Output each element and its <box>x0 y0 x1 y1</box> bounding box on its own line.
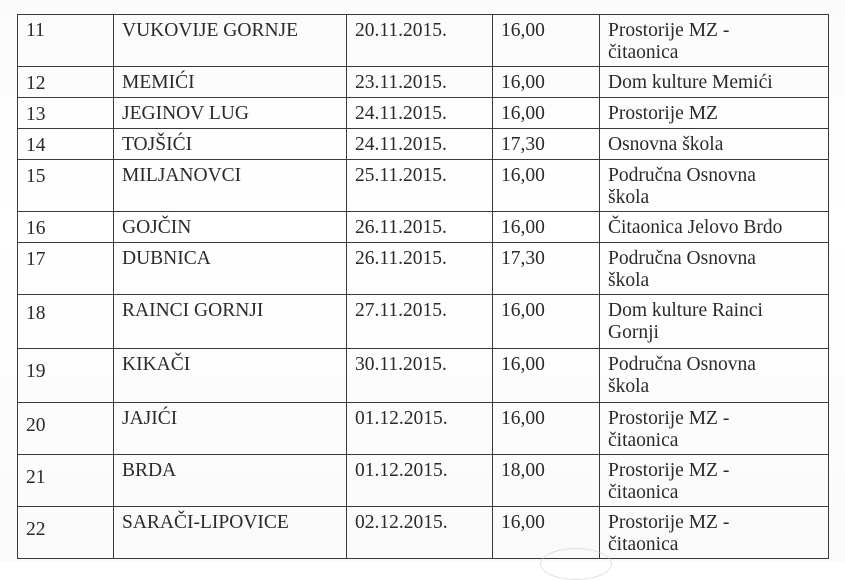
meeting-date: 02.12.2015. <box>347 507 493 559</box>
row-number: 15 <box>18 160 114 212</box>
meeting-date: 26.11.2015. <box>347 243 493 295</box>
table-row <box>18 98 829 129</box>
table-row <box>18 455 829 507</box>
meeting-date: 01.12.2015. <box>347 455 493 507</box>
meeting-location: Područna Osnovna škola <box>600 349 829 403</box>
meeting-time: 16,00 <box>493 295 600 349</box>
meeting-date: 24.11.2015. <box>347 98 493 129</box>
place-name: SARAČI-LIPOVICE <box>114 507 347 559</box>
row-number: 12 <box>18 67 114 98</box>
meeting-location: Čitaonica Jelovo Brdo <box>600 212 829 243</box>
table-row <box>18 129 829 160</box>
meeting-time: 17,30 <box>493 243 600 295</box>
table-row <box>18 212 829 243</box>
place-name: MEMIĆI <box>114 67 347 98</box>
row-number: 13 <box>18 98 114 129</box>
schedule-table-body <box>18 15 829 559</box>
stamp-mark <box>540 548 612 580</box>
meeting-time: 16,00 <box>493 507 600 559</box>
row-number: 19 <box>18 349 114 403</box>
meeting-location: Područna Osnovna škola <box>600 243 829 295</box>
meeting-location: Prostorije MZ <box>600 98 829 129</box>
row-number: 17 <box>18 243 114 295</box>
meeting-date: 25.11.2015. <box>347 160 493 212</box>
meeting-time: 18,00 <box>493 455 600 507</box>
meeting-time: 16,00 <box>493 349 600 403</box>
table-row <box>18 243 829 295</box>
place-name: RAINCI GORNJI <box>114 295 347 349</box>
row-number: 11 <box>18 15 114 67</box>
meeting-location: Prostorije MZ - čitaonica <box>600 403 829 455</box>
meeting-date: 27.11.2015. <box>347 295 493 349</box>
place-name: KIKAČI <box>114 349 347 403</box>
meeting-time: 16,00 <box>493 15 600 67</box>
meeting-location: Dom kulture Memići <box>600 67 829 98</box>
meeting-time: 16,00 <box>493 67 600 98</box>
place-name: GOJČIN <box>114 212 347 243</box>
meeting-location: Prostorije MZ - čitaonica <box>600 507 829 559</box>
meeting-location: Dom kulture Rainci Gornji <box>600 295 829 349</box>
meeting-time: 16,00 <box>493 98 600 129</box>
place-name: VUKOVIJE GORNJE <box>114 15 347 67</box>
place-name: JAJIĆI <box>114 403 347 455</box>
meeting-date: 30.11.2015. <box>347 349 493 403</box>
place-name: TOJŠIĆI <box>114 129 347 160</box>
meeting-time: 16,00 <box>493 212 600 243</box>
place-name: MILJANOVCI <box>114 160 347 212</box>
place-name: JEGINOV LUG <box>114 98 347 129</box>
table-row <box>18 403 829 455</box>
row-number: 18 <box>18 295 114 349</box>
table-row <box>18 507 829 559</box>
meeting-time: 16,00 <box>493 403 600 455</box>
meeting-date: 26.11.2015. <box>347 212 493 243</box>
table-row <box>18 15 829 67</box>
meeting-date: 01.12.2015. <box>347 403 493 455</box>
meeting-date: 20.11.2015. <box>347 15 493 67</box>
row-number: 21 <box>18 455 114 507</box>
meeting-time: 17,30 <box>493 129 600 160</box>
meeting-time: 16,00 <box>493 160 600 212</box>
row-number: 14 <box>18 129 114 160</box>
meeting-date: 23.11.2015. <box>347 67 493 98</box>
meeting-location: Osnovna škola <box>600 129 829 160</box>
table-row <box>18 67 829 98</box>
table-row <box>18 349 829 403</box>
place-name: DUBNICA <box>114 243 347 295</box>
table-row <box>18 160 829 212</box>
row-number: 20 <box>18 403 114 455</box>
row-number: 22 <box>18 507 114 559</box>
meeting-location: Područna Osnovna škola <box>600 160 829 212</box>
table-row <box>18 295 829 349</box>
row-number: 16 <box>18 212 114 243</box>
meeting-location: Prostorije MZ - čitaonica <box>600 455 829 507</box>
meeting-date: 24.11.2015. <box>347 129 493 160</box>
meeting-location: Prostorije MZ - čitaonica <box>600 15 829 67</box>
schedule-table <box>17 14 829 559</box>
place-name: BRDA <box>114 455 347 507</box>
